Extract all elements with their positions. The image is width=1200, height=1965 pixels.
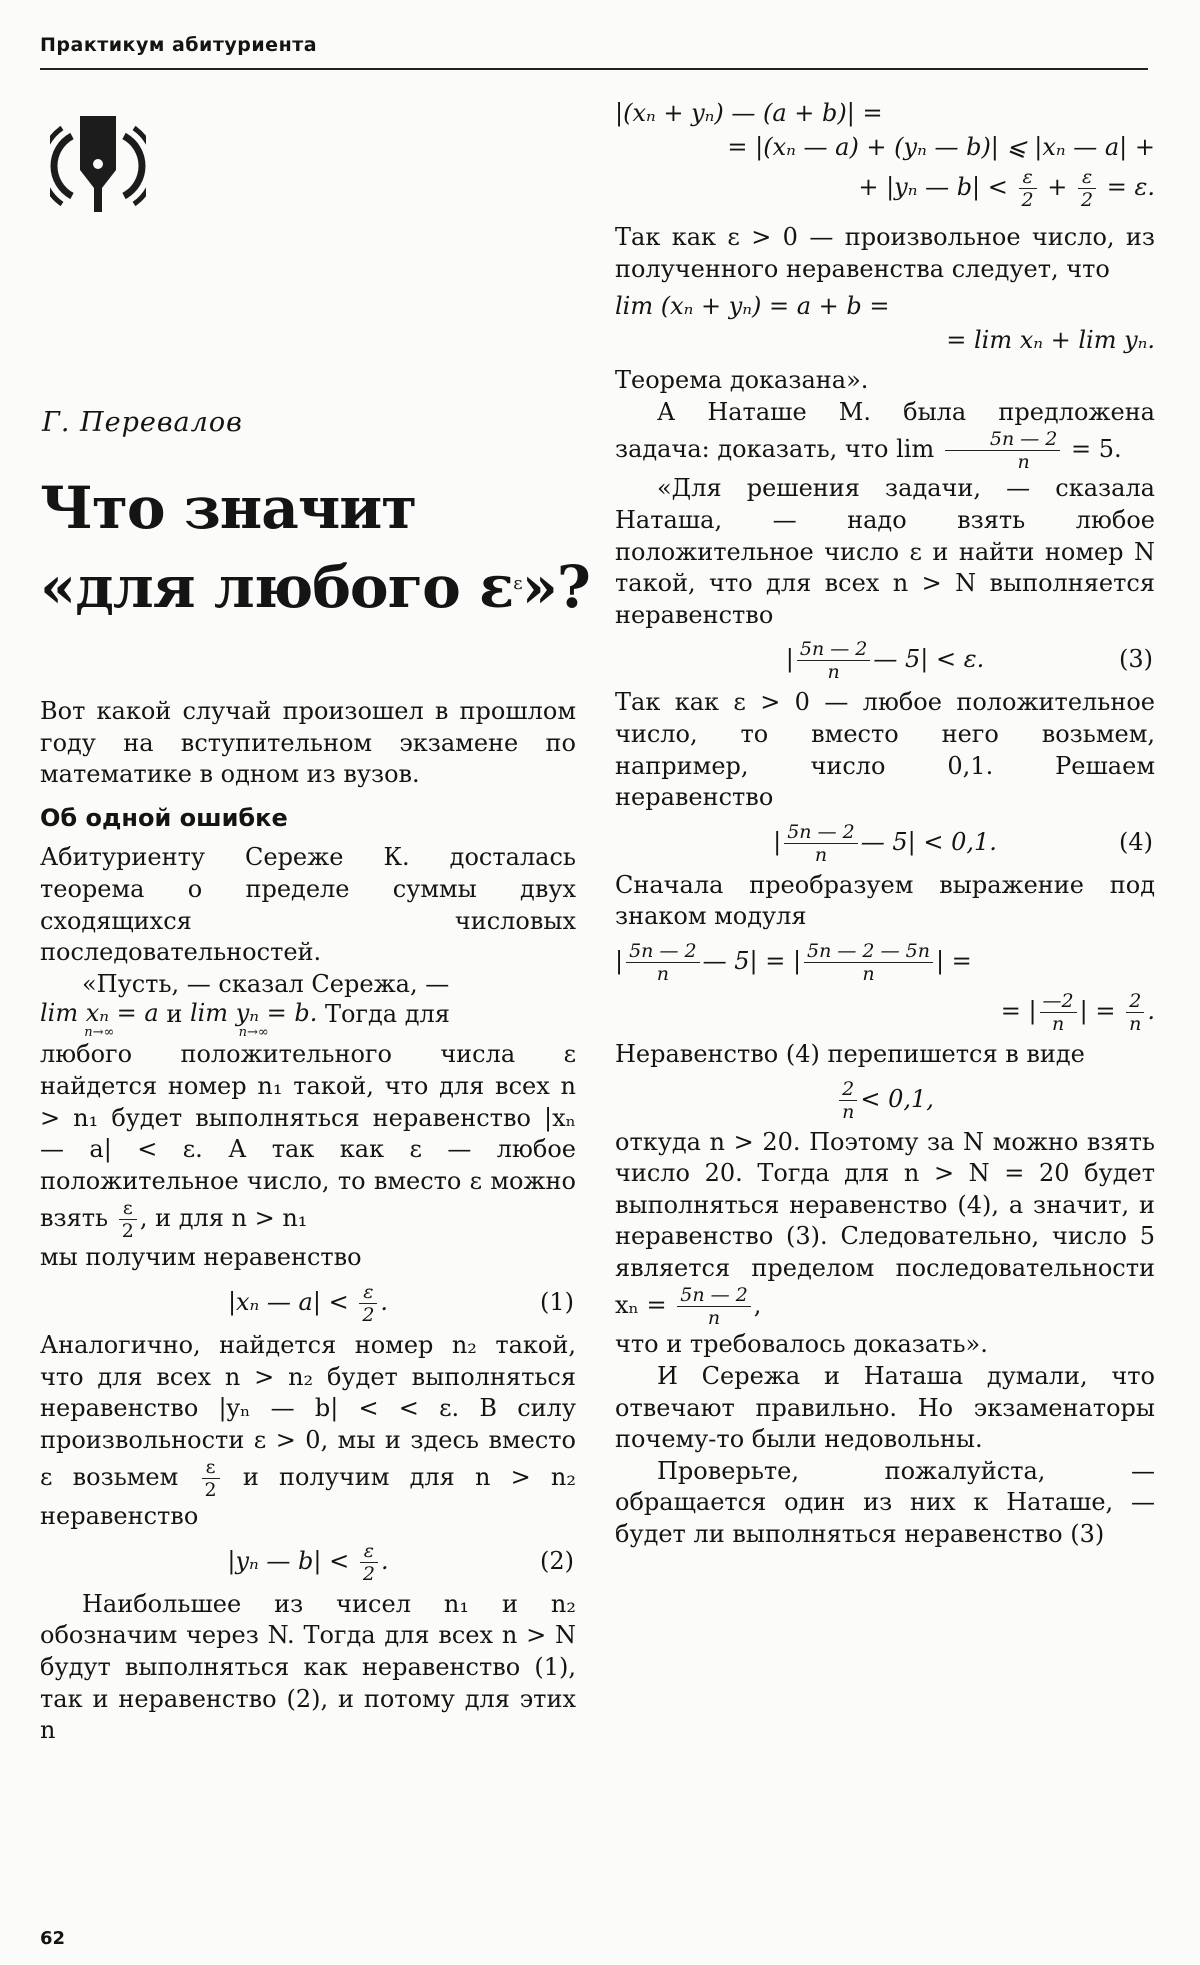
pen-nib-logo-icon [50, 108, 146, 218]
natasha-task: А Наташе М. была предложена задача: доказать, что lim $\frac{5n — 2}{n}$ = 5. [615, 397, 1155, 474]
paragraph-examiners: И Сережа и Наташа думали, что отвечают правильно. Но экзаменаторы почему-то были недовольны. [615, 1362, 1155, 1454]
sum-derivation: |(xₙ + yₙ) — (a + b)| = = |(xₙ — a) + (yₙ — b)| ⩽ |xₙ — a| + + |yₙ — b| < $\frac{\varepsilon}{2}$ + $\frac{\varepsilon}{2}$ = ε. [615, 99, 1155, 211]
header-rule [40, 68, 1148, 70]
modulus-transform-2: = | $\frac{—2}{n}$ | = $\frac{2}{n}$ . [1000, 989, 1155, 1035]
paragraph-sereja-2d: мы получим неравенство [40, 1243, 362, 1272]
paragraph-arbitrary-eps: Так как ε > 0 — произвольное число, из полученного неравенства следует, что [615, 223, 1155, 283]
formula-4: | $\frac{5n — 2}{n}$ — 5| < 0,1. (4) [773, 820, 1153, 866]
limit-sum-line-1: lim (xₙ + yₙ) = a + b = [615, 292, 890, 321]
modulus-transform-1: | $\frac{5n — 2}{n}$ — 5| = | $\frac{5n — 2 — 5n}{n}$ | = [615, 939, 972, 985]
natasha-solution: «Для решения задачи, — сказала Наташа, — надо взять любое положительное число ε и найти номер N такой, что для всех n > N выполняется неравенство [615, 474, 1155, 629]
fraction-eps-over-2: $\frac{\varepsilon}{2}$ [119, 1197, 137, 1242]
paragraph-rewrite: Неравенство (4) перепишется в виде [615, 1039, 1085, 1068]
formula-5: $\frac{2}{n}$ < 0,1, [615, 1077, 1155, 1121]
section-subheading: Об одной ошибке [40, 803, 288, 832]
limit-sum-line-2: = lim xₙ + lim yₙ. [946, 326, 1155, 355]
article-author: Г. Перевалов [42, 407, 243, 438]
left-column [40, 696, 576, 1747]
article-title [40, 470, 590, 625]
intro-paragraph: Вот какой случай произошел в прошлом году на вступительном экзамене по математике в одном из вузов. [40, 697, 576, 789]
paragraph-sereja-3: Аналогично, найдется номер n₂ такой, что для всех n > n₂ будет выполняться неравенство |yₙ — b| < < ε. В силу произвольности ε > 0, мы и здесь вместо ε возьмем $\frac{\varepsilon}{2}$ и получим для n > n₂ неравенство [40, 1330, 577, 1531]
formula-2: |yₙ — b| < $\frac{\varepsilon}{2}$ . (2) [227, 1539, 574, 1585]
section-header: Практикум абитуриента [40, 34, 318, 56]
paragraph-choose-01: Так как ε > 0 — любое положительное число, то вместо него возьмем, например, число 0,1. Решаем неравенство [615, 688, 1155, 812]
paragraph-conclusion: откуда n > 20. Поэтому за N можно взять число 20. Тогда для n > N = 20 будет выполняться неравенство (4), а значит, и неравенство (3). Следовательно, число 5 является пределом последовательности xₙ = $\frac{5n — 2}{n}$ , [615, 1127, 1155, 1330]
paragraph-transform: Сначала преобразуем выражение под знаком модуля [615, 870, 1155, 931]
paragraph-sereja-4: Наибольшее из чисел n₁ и n₂ обозначим через N. Тогда для всех n > N будут выполняться как неравенство (1), так и неравенство (2), и потому для этих n [40, 1589, 576, 1745]
theorem-proved: Теорема доказана». [615, 366, 869, 395]
paragraph-sereja-1: Абитуриенту Сереже К. досталась теорема о пределе суммы двух сходящихся числовых последовательностей. [40, 843, 576, 967]
title-line-2: «для любого $\varepsilon^\varepsilon$»? [40, 553, 590, 621]
right-column [615, 96, 1155, 1551]
paragraph-sereja-2b: любого положительного числа ε найдется номер n₁ такой, что для всех n > n₁ будет выполняться неравенство |xₙ — a| < ε. А так как ε — любое положительное число, то вместо ε можно взять $\frac{\varepsilon}{2}$ , и для n > n₁ [40, 1040, 576, 1243]
paragraph-sereja-2a: «Пусть, — сказал Сережа, — [82, 969, 450, 998]
paragraph-q-e-d: что и требовалось доказать». [615, 1330, 988, 1359]
formula-3: | $\frac{5n — 2}{n}$ — 5| < ε. (3) [785, 638, 1153, 684]
limit-line: lim xₙ = a n→∞ и lim yₙ = b. n→∞ Тогда для [40, 999, 450, 1041]
title-line-1: Что значит [40, 474, 417, 542]
formula-1: |xₙ — a| < $\frac{\varepsilon}{2}$ . (1) [227, 1280, 574, 1326]
paragraph-question: Проверьте, пожалуйста, — обращается один из них к Наташе, — будет ли выполняться неравенство (3) [615, 1456, 1155, 1549]
page-number: 62 [40, 1928, 66, 1949]
